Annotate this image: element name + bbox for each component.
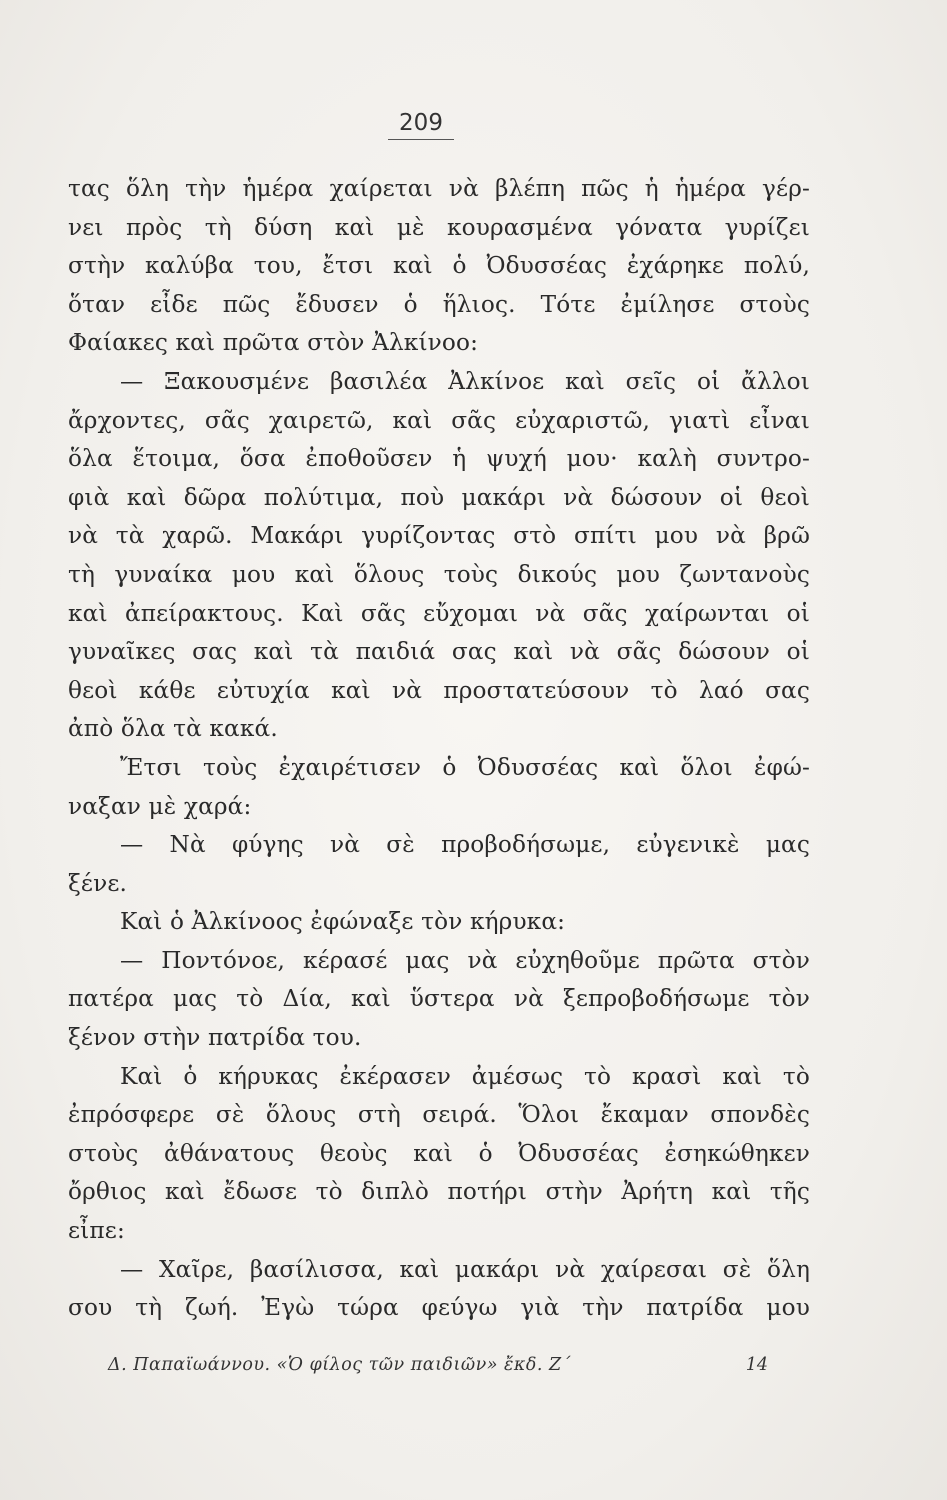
text-line: Φαίακες καὶ πρῶτα στὸν Ἀλκίνοο: — [68, 329, 479, 357]
text-line: στοὺς ἀθάνατους θεοὺς καὶ ὁ Ὀδυσσέας ἐσηκώθηκεν — [68, 1139, 810, 1167]
text-line: εἶπε: — [68, 1217, 125, 1245]
text-line: καὶ ἀπείρακτους. Καὶ σᾶς εὔχομαι νὰ σᾶς χαίρωνται οἱ — [68, 599, 810, 627]
text-line: ὄρθιος καὶ ἔδωσε τὸ διπλὸ ποτήρι στὴν Ἀρήτη καὶ τῆς — [68, 1178, 810, 1206]
text-line: — Χαῖρε, βασίλισσα, καὶ μακάρι νὰ χαίρεσαι σὲ ὅλη — [120, 1255, 810, 1283]
text-line: ναξαν μὲ χαρά: — [68, 792, 252, 820]
text-line: πατέρα μας τὸ Δία, καὶ ὕστερα νὰ ξεπροβοδήσωμε τὸν — [68, 985, 810, 1013]
text-line: φιὰ καὶ δῶρα πολύτιμα, ποὺ μακάρι νὰ δώσουν οἱ θεοὶ — [68, 483, 810, 511]
text-line: ἄρχοντες, σᾶς χαιρετῶ, καὶ σᾶς εὐχαριστῶ, γιατὶ εἶναι — [68, 406, 810, 434]
text-line: τὴ γυναίκα μου καὶ ὅλους τοὺς δικούς μου ζωντανοὺς — [68, 560, 810, 588]
text-line: στὴν καλύβα του, ἔτσι καὶ ὁ Ὀδυσσέας ἐχάρηκε πολύ, — [68, 252, 810, 280]
text-line: Ἔτσι τοὺς ἐχαιρέτισεν ὁ Ὀδυσσέας καὶ ὅλοι ἐφώ- — [120, 753, 810, 781]
text-line: σου τὴ ζωή. Ἐγὼ τώρα φεύγω γιὰ τὴν πατρίδα μου — [68, 1294, 810, 1322]
footer-citation: Δ. Παπαϊωάννου. «Ὁ φίλος τῶν παιδιῶν» ἔκδ. Ζ΄ — [108, 1355, 571, 1375]
text-line: ὅταν εἶδε πῶς ἔδυσεν ὁ ἥλιος. Τότε ἐμίλησε στοὺς — [68, 290, 810, 318]
text-line: νει πρὸς τὴ δύση καὶ μὲ κουρασμένα γόνατα γυρίζει — [68, 213, 810, 241]
text-line: τας ὅλη τὴν ἡμέρα χαίρεται νὰ βλέπη πῶς ἡ ἡμέρα γέρ- — [68, 175, 810, 202]
text-line: ὅλα ἕτοιμα, ὅσα ἐποθοῦσεν ἡ ψυχή μου· καλὴ συντρο- — [68, 445, 810, 473]
body-text — [68, 170, 810, 1328]
text-line: νὰ τὰ χαρῶ. Μακάρι γυρίζοντας στὸ σπίτι μου νὰ βρῶ — [68, 522, 810, 550]
page-number: 209 — [388, 110, 454, 140]
text-line: γυναῖκες σας καὶ τὰ παιδιά σας καὶ νὰ σᾶς δώσουν οἱ — [68, 638, 810, 666]
text-line: — Ποντόνοε, κέρασέ μας νὰ εὐχηθοῦμε πρῶτα στὸν — [120, 946, 810, 974]
footer-signature-mark: 14 — [745, 1355, 768, 1375]
text-line: — Νὰ φύγης νὰ σὲ προβοδήσωμε, εὐγενικὲ μας — [120, 831, 810, 859]
text-line: — Ξακουσμένε βασιλέα Ἀλκίνοε καὶ σεῖς οἱ ἄλλοι — [120, 367, 810, 395]
text-line: ἀπὸ ὅλα τὰ κακά. — [68, 715, 278, 743]
page-footer — [108, 1355, 768, 1375]
text-line: ἐπρόσφερε σὲ ὅλους στὴ σειρά. Ὅλοι ἔκαμαν σπονδὲς — [68, 1101, 810, 1129]
text-line: Καὶ ὁ Ἀλκίνοος ἐφώναξε τὸν κήρυκα: — [120, 908, 566, 936]
text-line: θεοὶ κάθε εὐτυχία καὶ νὰ προστατεύσουν τὸ λαό σας — [68, 676, 810, 704]
text-line: ξένε. — [68, 869, 128, 897]
text-line: Καὶ ὁ κήρυκας ἐκέρασεν ἀμέσως τὸ κρασὶ καὶ τὸ — [120, 1062, 810, 1090]
text-line: ξένον στὴν πατρίδα του. — [68, 1024, 362, 1052]
